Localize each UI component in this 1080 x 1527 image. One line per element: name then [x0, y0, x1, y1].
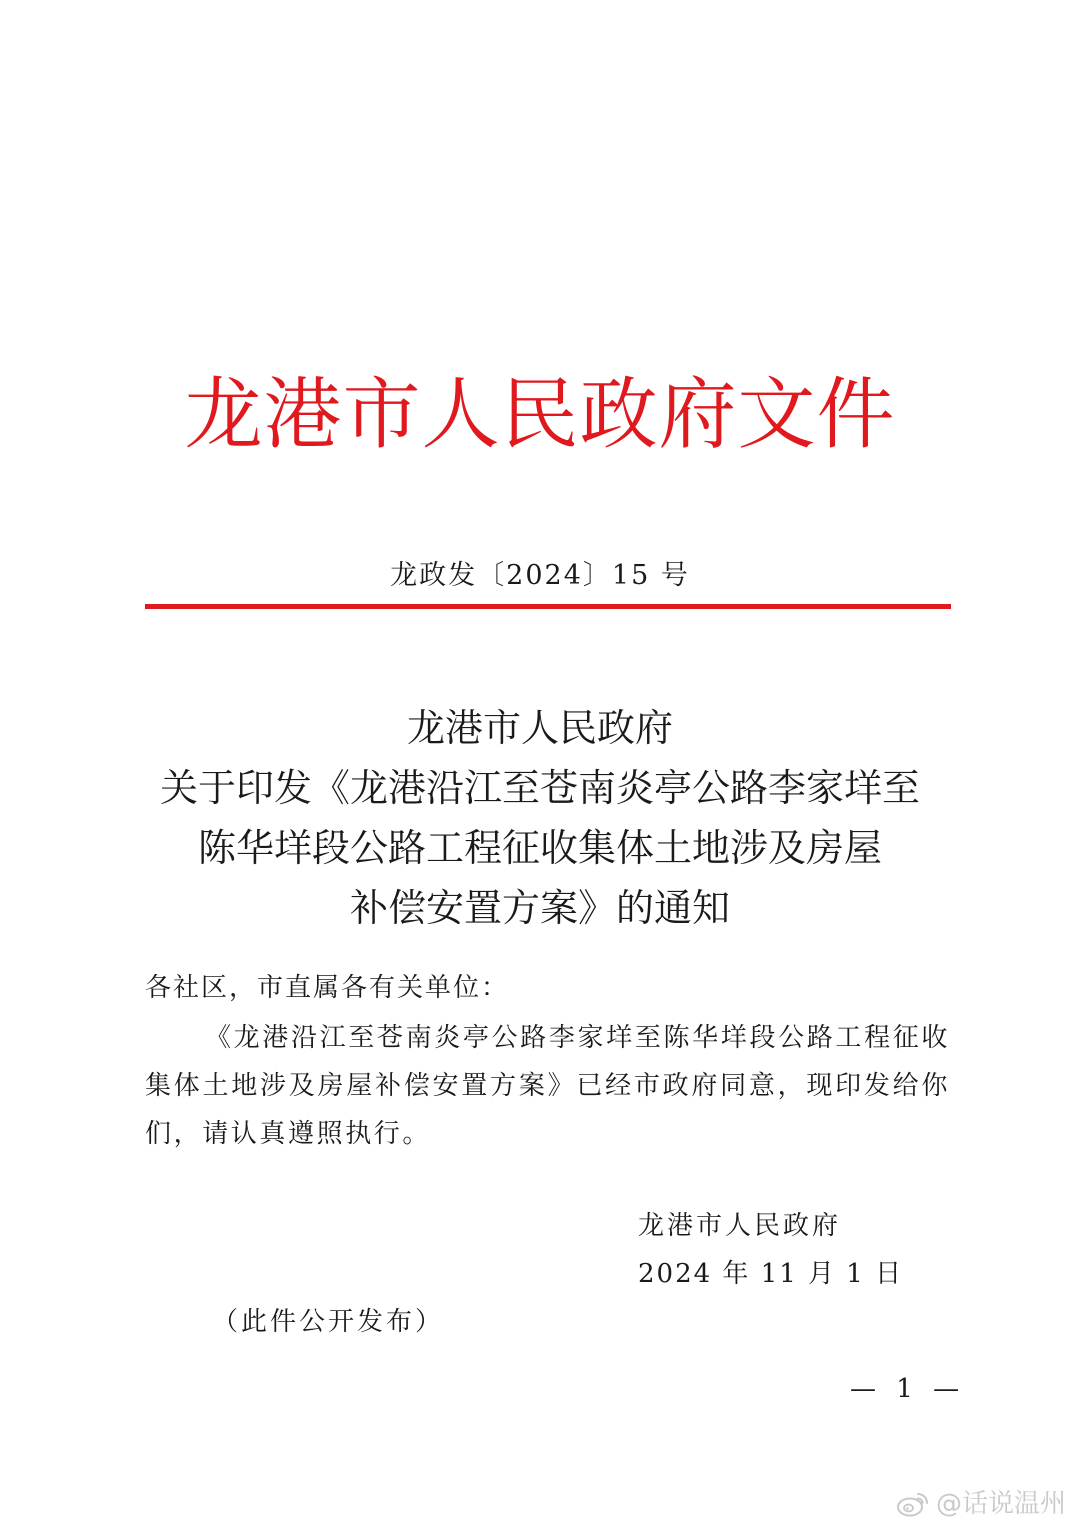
document-number: 龙政发〔2024〕15 号: [390, 560, 690, 591]
title-line-4: 补偿安置方案》的通知: [349, 886, 730, 930]
body-paragraph: 《龙港沿江至苍南炎亭公路李家垟至陈华垟段公路工程征收集体土地涉及房屋补偿安置方案》已经市政府同意，现印发给你们，请认真遵照执行。: [145, 1023, 950, 1149]
signature-organization: 龙港市人民政府: [638, 1211, 842, 1241]
weibo-icon: [896, 1490, 930, 1518]
signature-date: 2024 年 11 月 1 日: [638, 1259, 904, 1289]
red-divider-line: [145, 604, 951, 609]
title-line-1: 龙港市人民政府: [406, 706, 673, 750]
title-line-3: 陈华垟段公路工程征收集体土地涉及房屋: [197, 826, 882, 870]
watermark-text: @话说温州: [935, 1489, 1066, 1519]
document-title: [0, 698, 1080, 938]
page-number: — 1 —: [850, 1374, 966, 1404]
salutation: 各社区，市直属各有关单位：: [145, 973, 510, 1003]
document-masthead: 龙港市人民政府文件: [184, 370, 896, 460]
public-release-note: （此件公开发布）: [212, 1307, 445, 1337]
weibo-watermark: [896, 1487, 1066, 1521]
title-line-2: 关于印发《龙港沿江至苍南炎亭公路李家垟至: [159, 766, 920, 810]
